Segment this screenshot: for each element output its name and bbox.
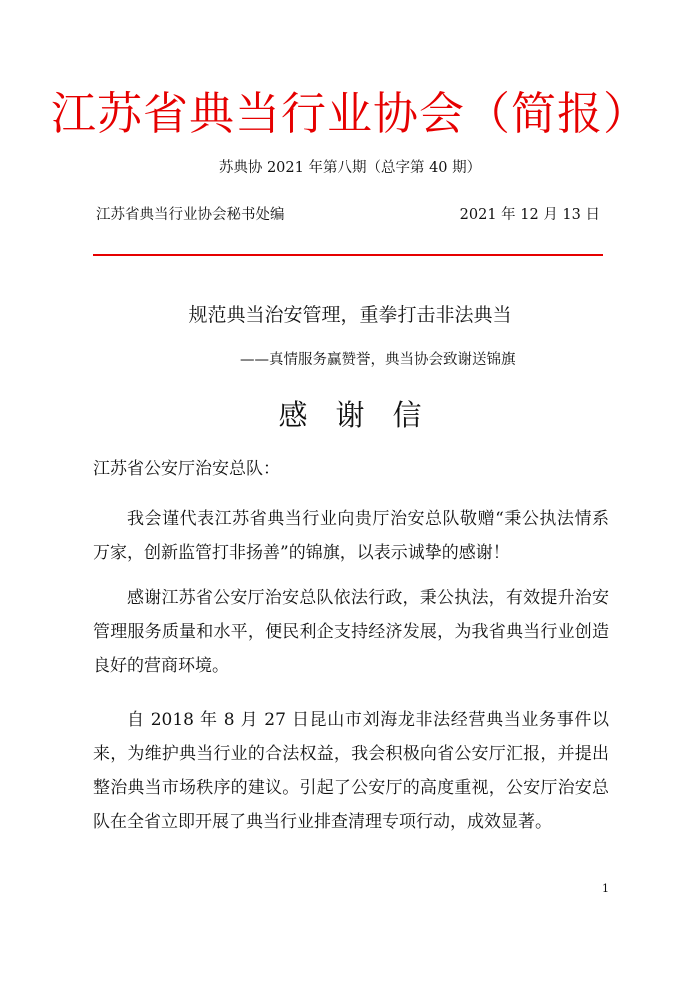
- header-divider: [93, 254, 603, 256]
- publication-date: 2021 年 12 月 13 日: [459, 207, 600, 223]
- letter-title: 感谢信: [278, 398, 450, 432]
- page-number: 1: [602, 882, 609, 895]
- masthead-title: 江苏省典当行业协会（简报）: [50, 87, 649, 140]
- article-subheadline: ——真情服务赢赞誉，典当协会致谢送锦旗: [240, 352, 516, 368]
- body-paragraph-3: 自 2018 年 8 月 27 日昆山市刘海龙非法经营典当业务事件以来，为维护典当行业的合法权益，我会积极向省公安厅汇报，并提出整治典当市场秩序的建议。引起了公安厅的高度重视，公安厅治安总队在全省立即开展了典当行业排查清理专项行动，成效显著。: [93, 710, 609, 832]
- publisher-line: 江苏省典当行业协会秘书处编: [96, 207, 285, 223]
- article-headline: 规范典当治安管理，重拳打击非法典当: [188, 304, 512, 326]
- letter-salutation: 江苏省公安厅治安总队：: [93, 459, 280, 479]
- body-paragraph-1: 我会谨代表江苏省典当行业向贵厅治安总队敬赠“秉公执法情系万家，创新监管打非扬善”的锦旗，以表示诚挚的感谢！: [93, 509, 609, 563]
- body-paragraph-2: 感谢江苏省公安厅治安总队依法行政，秉公执法，有效提升治安管理服务质量和水平，便民利企支持经济发展，为我省典当行业创造良好的营商环境。: [93, 588, 609, 676]
- issue-number: 苏典协 2021 年第八期（总字第 40 期）: [218, 160, 482, 176]
